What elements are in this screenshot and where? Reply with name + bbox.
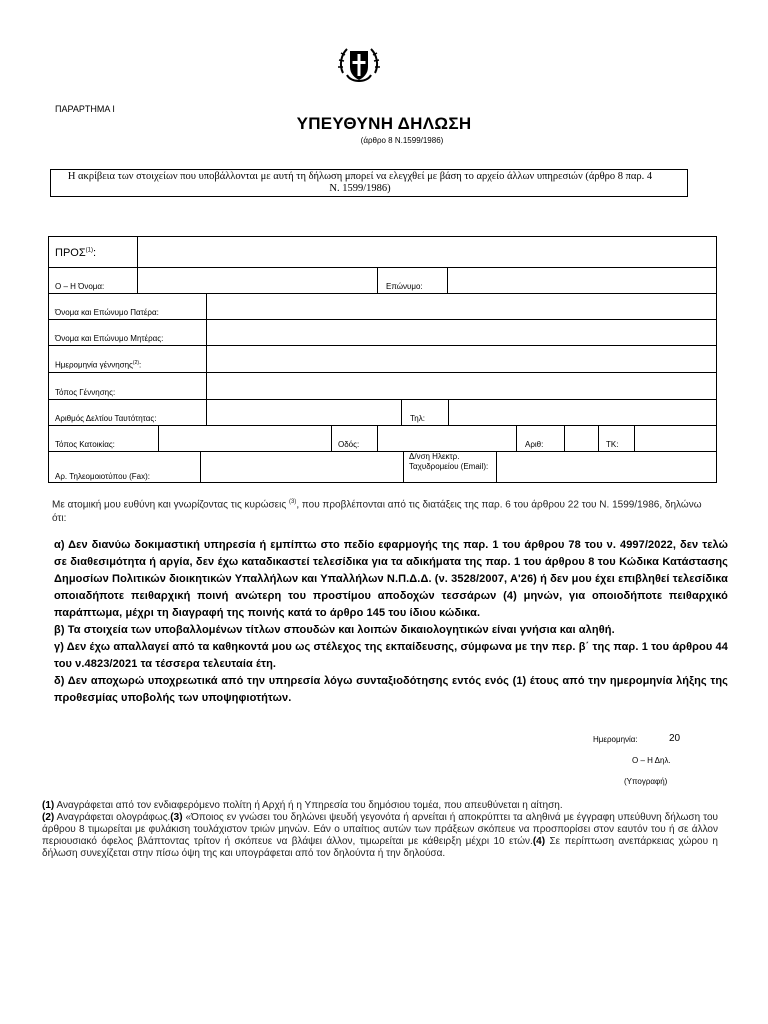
col-divider <box>401 399 402 425</box>
declarant-details-form <box>48 236 717 483</box>
footnotes <box>42 800 718 860</box>
fax-label: Αρ. Τηλεομοιοτύπου (Fax): <box>55 472 150 481</box>
email-label: Δ/νση Ηλεκτρ. Ταχυδρομείου (Email): <box>409 452 489 471</box>
birthplace-field[interactable] <box>207 373 716 398</box>
clause-c: γ) Δεν έχω απαλλαγεί από τα καθηκοντά μου ως στέλεχος της εκπαίδευσης, σύμφωνα με την περ. β΄ της παρ. 1 του άρθρου 44 του ν.4823/2021 τα τέσσερα τελευταία έτη. <box>54 641 728 670</box>
col-divider <box>331 425 332 451</box>
id-card-field[interactable] <box>207 400 400 424</box>
clause-d: δ) Δεν αποχωρώ υποχρεωτικά από την υπηρεσία λόγω συνταξιοδότησης εντός ενός (1) έτους από την ημερομηνία λήξης της προθεσμίας υποβολής των υποψηφιοτήτων. <box>54 675 728 704</box>
name-field[interactable] <box>138 268 376 292</box>
street-field[interactable] <box>378 426 515 450</box>
page-title: ΥΠΕΥΘΥΝΗ ΔΗΛΩΣΗ <box>296 114 472 133</box>
footnote-2-3-4: (2) Αναγράφεται ολογράφως.(3) «Όποιος εν γνώσει του δηλώνει ψευδή γεγονότα ή αρνείται ή αποκρύπτει τα αληθινά με έγγραφη υπεύθυνη δήλωση του άρθρου 8 τιμωρείται με φυλάκιση τουλάχιστον τριών μηνών. Εάν ο υπαίτιος αυτών των πράξεων σκόπευε να προσπορίσει στον εαυτόν του ή σε άλλον περιουσιακό όφελος βλάπτοντας τρίτον ή σκόπευε να βλάψει άλλον, τιμωρείται με κάθειρξη μέχρι 10 ετών.(4) Σε περίπτωση ανεπάρκειας χώρου η δήλωση συνεχίζεται στην πίσω όψη της και υπογράφεται από τον δηλούντα ή την δηλούσα. <box>42 812 718 859</box>
accuracy-notice-box: Η ακρίβεια των στοιχείων που υποβάλλονται με αυτή τη δήλωση μπορεί να ελεγχθεί με βάση το αρχείο άλλων υπηρεσιών (άρθρο 8 παρ. 4 Ν. 1599/1986) <box>50 169 688 197</box>
email-field[interactable] <box>497 452 716 482</box>
col-divider <box>516 425 517 451</box>
page-subtitle: (άρθρο 8 Ν.1599/1986) <box>360 136 444 145</box>
declaration-intro: Με ατομική μου ευθύνη και γνωρίζοντας τις κυρώσεις $^{(3)}$, που προβλέπονται από τις διατάξεις της παρ. 6 του άρθρου 22 του Ν. 1599/1986, δηλώνω ότι: <box>52 499 702 525</box>
postcode-field[interactable] <box>635 426 716 450</box>
residence-field[interactable] <box>159 426 330 450</box>
surname-label: Επώνυμο: <box>386 282 423 291</box>
name-label: Ο – Η Όνομα: <box>55 282 105 291</box>
declaration-clauses <box>54 537 728 707</box>
greek-coat-of-arms-icon <box>337 43 381 95</box>
birthdate-label: Ημερομηνία γέννησης$^{(2)}$: <box>55 360 142 370</box>
street-number-field[interactable] <box>565 426 597 450</box>
declarant-label: Ο – Η Δηλ. <box>632 756 671 765</box>
col-divider <box>598 425 599 451</box>
phone-label: Τηλ: <box>410 414 425 423</box>
footnote-1: (1) Αναγράφεται από τον ενδιαφερόμενο πολίτη ή Αρχή ή η Υπηρεσία του δημόσιου τομέα, που απευθύνεται η αίτηση. <box>42 800 563 811</box>
phone-field[interactable] <box>449 400 716 424</box>
annex-label: ΠΑΡΑΡΤΗΜΑ Ι <box>55 104 115 114</box>
clause-a: α) Δεν διανύω δοκιμαστική υπηρεσία ή εμπίπτω στο πεδίο εφαρμογής της παρ. 1 του άρθρου 78 του ν. 4997/2022, δεν τελώ σε διαθεσιμότητα ή αργία, δεν έχω καταδικαστεί τελεσίδικα για τα αδικήματα της παρ. 1 του άρθρου 8 του Κώδικα Κατάστασης Δημοσίων Πολιτικών διοικητικών Υπαλλήλων και Υπαλλήλων Ν.Π.Δ.Δ. (ν. 3528/2007, Α'26) ή δεν μου έχει επιβληθεί τελεσίδικα οποιαδήποτε πειθαρχική ποινή ανώτερη του προστίμου αποδοχών τεσσάρων (4) μηνών, για οποιοδήποτε πειθαρχικό παράπτωμα, μέχρι τη διαγραφή της ποινής κατά το άρθρο 145 του ίδιου κώδικα. <box>54 539 728 619</box>
birthplace-label: Τόπος Γέννησης: <box>55 388 116 397</box>
to-label: ΠΡΟΣ$^{(1)}$: <box>55 247 97 259</box>
signature-label: (Υπογραφή) <box>624 777 668 786</box>
clause-b: β) Τα στοιχεία των υποβαλλομένων τίτλων σπουδών και λοιπών δικαιολογητικών είναι γνήσια και αληθή. <box>54 624 615 636</box>
col-divider <box>377 267 378 293</box>
fax-field[interactable] <box>201 452 402 482</box>
mother-name-label: Όνομα και Επώνυμο Μητέρας: <box>55 334 164 343</box>
date-year: 20 <box>669 733 681 744</box>
surname-field[interactable] <box>448 268 716 292</box>
street-number-label: Αριθ: <box>525 440 544 449</box>
date-label: Ημερομηνία: <box>593 735 638 744</box>
birthdate-field[interactable] <box>207 346 716 371</box>
col-divider <box>403 451 404 483</box>
postcode-label: ΤΚ: <box>606 440 619 449</box>
mother-name-field[interactable] <box>207 320 716 344</box>
id-card-label: Αριθμός Δελτίου Ταυτότητας: <box>55 414 157 423</box>
father-name-label: Όνομα και Επώνυμο Πατέρα: <box>55 308 159 317</box>
to-field[interactable] <box>138 238 716 266</box>
father-name-field[interactable] <box>207 294 716 318</box>
street-label: Οδός: <box>338 440 360 449</box>
residence-label: Τόπος Κατοικίας: <box>55 440 115 449</box>
